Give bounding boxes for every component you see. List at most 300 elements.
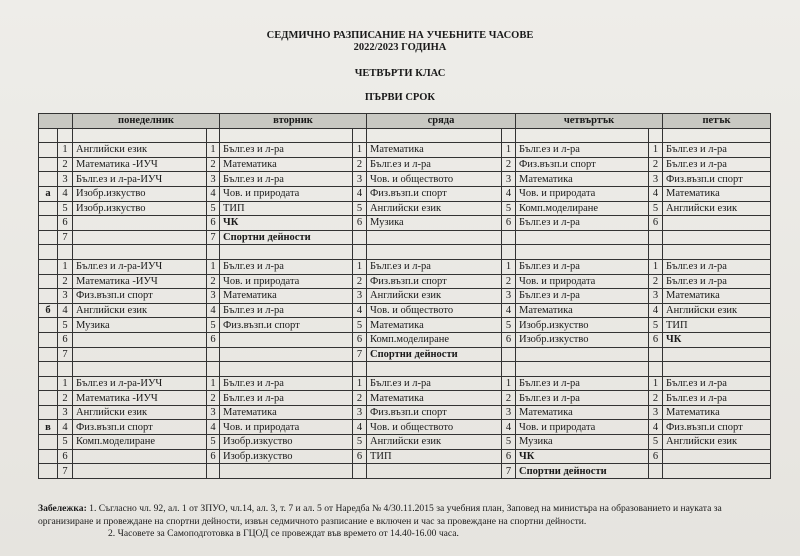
lesson-number: 2 <box>353 274 367 289</box>
subject-cell: Физ.възп.и спорт <box>73 420 207 435</box>
subject-cell: Бълг.ез и л-ра <box>220 391 353 406</box>
lesson-number: 4 <box>353 186 367 201</box>
lesson-number <box>649 347 663 362</box>
subject-cell: ЧК <box>220 216 353 231</box>
subject-cell: Изобр.изкуство <box>220 435 353 450</box>
subject-cell: Бълг.ез и л-ра <box>367 376 502 391</box>
title-block <box>0 30 800 54</box>
lesson-number: 5 <box>58 318 73 333</box>
lesson-row <box>39 259 771 274</box>
lesson-number: 5 <box>649 435 663 450</box>
lesson-row <box>39 230 771 245</box>
subject-cell: Английски език <box>73 303 207 318</box>
class-section-label <box>39 391 58 406</box>
class-section-label <box>39 201 58 216</box>
subject-cell: Математика -ИУЧ <box>73 157 207 172</box>
empty-cell <box>353 245 367 260</box>
lesson-row <box>39 143 771 158</box>
empty-cell <box>663 128 771 143</box>
lesson-number: 1 <box>353 259 367 274</box>
class-section-label <box>39 157 58 172</box>
subject-cell: Бълг.ез и л-ра <box>516 143 649 158</box>
subject-cell: Бълг.ез и л-ра <box>663 143 771 158</box>
school-year: 2022/2023 ГОДИНА <box>353 42 447 53</box>
lesson-number: 6 <box>649 449 663 464</box>
class-section-label <box>39 435 58 450</box>
lesson-number: 6 <box>58 216 73 231</box>
empty-cell <box>502 362 516 377</box>
subject-cell: Чов. и природата <box>220 420 353 435</box>
lesson-number: 1 <box>502 259 516 274</box>
lesson-number: 5 <box>353 435 367 450</box>
subject-cell: Чов. и природата <box>220 186 353 201</box>
footnote-line-1 <box>38 503 778 528</box>
class-section-label <box>39 289 58 304</box>
grade-label: ЧЕТВЪРТИ КЛАС <box>354 68 446 79</box>
subject-cell: Изобр.изкуство <box>516 318 649 333</box>
lesson-row <box>39 201 771 216</box>
lesson-number: 3 <box>353 289 367 304</box>
lesson-number <box>207 464 220 479</box>
lesson-number: 4 <box>649 303 663 318</box>
subject-cell <box>367 464 502 479</box>
lesson-number: 2 <box>58 391 73 406</box>
lesson-number: 1 <box>207 259 220 274</box>
subject-cell <box>73 449 207 464</box>
empty-cell <box>353 128 367 143</box>
lesson-number: 2 <box>502 391 516 406</box>
lesson-number: 4 <box>502 303 516 318</box>
lesson-number: 1 <box>649 259 663 274</box>
subject-cell <box>663 230 771 245</box>
lesson-number: 4 <box>58 420 73 435</box>
subject-cell: Математика <box>516 172 649 187</box>
lesson-number: 3 <box>207 405 220 420</box>
lesson-number: 1 <box>207 143 220 158</box>
subject-cell: Английски език <box>367 201 502 216</box>
lesson-row <box>39 347 771 362</box>
empty-cell <box>516 245 649 260</box>
subject-cell: Физ.възп.и спорт <box>663 420 771 435</box>
subject-cell: Изобр.изкуство <box>516 332 649 347</box>
empty-cell <box>516 362 649 377</box>
lesson-number: 5 <box>502 318 516 333</box>
day-header-row <box>39 114 771 129</box>
day-header: вторник <box>220 114 367 129</box>
lesson-number: 3 <box>58 289 73 304</box>
lesson-number: 5 <box>207 201 220 216</box>
lesson-number <box>353 230 367 245</box>
subject-cell: Комп.моделиране <box>73 435 207 450</box>
lesson-number: 1 <box>649 143 663 158</box>
empty-cell <box>367 128 502 143</box>
subject-cell: Английски език <box>367 289 502 304</box>
class-section-label <box>39 274 58 289</box>
lesson-number: 6 <box>649 216 663 231</box>
section-separator <box>39 245 771 260</box>
subject-cell: Математика <box>220 289 353 304</box>
lesson-number <box>649 464 663 479</box>
subject-cell: Английски език <box>663 435 771 450</box>
class-section-label <box>39 332 58 347</box>
lesson-number: 4 <box>58 186 73 201</box>
lesson-number: 4 <box>649 186 663 201</box>
subject-cell: Бълг.ез и л-ра-ИУЧ <box>73 172 207 187</box>
subject-cell: ЧК <box>516 449 649 464</box>
lesson-number: 4 <box>58 303 73 318</box>
subject-cell: Бълг.ез и л-ра <box>367 157 502 172</box>
lesson-number <box>502 347 516 362</box>
class-section-label <box>39 449 58 464</box>
lesson-number: 3 <box>502 405 516 420</box>
subject-cell <box>220 347 353 362</box>
subject-cell <box>663 449 771 464</box>
subject-cell: Бълг.ез и л-ра <box>516 376 649 391</box>
lesson-number: 4 <box>207 186 220 201</box>
lesson-number: 2 <box>207 391 220 406</box>
subject-cell: Физ.възп.и спорт <box>367 405 502 420</box>
lesson-number: 2 <box>649 157 663 172</box>
lesson-number: 3 <box>502 289 516 304</box>
lesson-number: 4 <box>502 186 516 201</box>
empty-cell <box>58 245 73 260</box>
lesson-number: 2 <box>58 274 73 289</box>
lesson-number: 3 <box>353 405 367 420</box>
lesson-number: 1 <box>353 376 367 391</box>
class-section-label <box>39 143 58 158</box>
subject-cell: Чов. и природата <box>220 274 353 289</box>
subject-cell: Изобр.изкуство <box>220 449 353 464</box>
subject-cell: Математика <box>663 405 771 420</box>
lesson-number: 5 <box>649 318 663 333</box>
subject-cell: Математика <box>663 186 771 201</box>
subject-cell: Английски език <box>367 435 502 450</box>
lesson-number: 7 <box>207 230 220 245</box>
lesson-row <box>39 318 771 333</box>
lesson-number: 6 <box>502 216 516 231</box>
subject-cell <box>663 216 771 231</box>
empty-cell <box>367 245 502 260</box>
subject-cell: Математика -ИУЧ <box>73 391 207 406</box>
empty-cell <box>39 128 58 143</box>
empty-cell <box>39 362 58 377</box>
lesson-number: 7 <box>58 230 73 245</box>
subject-cell: Бълг.ез и л-ра <box>663 157 771 172</box>
lesson-row <box>39 274 771 289</box>
lesson-row <box>39 157 771 172</box>
footnote-line-2: 2. Часовете за Самоподготовка в ГЦОД се провеждат във времето от 14.40-16.00 часа. <box>108 528 459 539</box>
lesson-number: 5 <box>353 318 367 333</box>
lesson-number: 3 <box>58 172 73 187</box>
empty-cell <box>207 128 220 143</box>
subject-cell: Комп.моделиране <box>516 201 649 216</box>
subject-cell: Бълг.ез и л-ра-ИУЧ <box>73 259 207 274</box>
lesson-number: 2 <box>649 391 663 406</box>
subject-cell: Бълг.ез и л-ра <box>516 216 649 231</box>
header-corner <box>39 114 73 129</box>
subject-cell: Бълг.ез и л-ра-ИУЧ <box>73 376 207 391</box>
subject-cell: Физ.възп.и спорт <box>367 274 502 289</box>
lesson-row <box>39 303 771 318</box>
empty-cell <box>39 245 58 260</box>
subject-cell: Музика <box>73 318 207 333</box>
lesson-number <box>207 347 220 362</box>
empty-cell <box>516 128 649 143</box>
subject-cell: Спортни дейности <box>367 347 502 362</box>
subject-cell <box>516 230 649 245</box>
day-header: четвъртък <box>516 114 663 129</box>
lesson-number: 4 <box>207 303 220 318</box>
lesson-row <box>39 449 771 464</box>
footnote <box>38 503 778 541</box>
lesson-number: 6 <box>649 332 663 347</box>
lesson-number: 6 <box>207 216 220 231</box>
empty-cell <box>73 128 207 143</box>
lesson-number <box>353 464 367 479</box>
schedule-table <box>38 113 771 479</box>
subject-cell <box>73 347 207 362</box>
empty-cell <box>353 362 367 377</box>
subject-cell: Чов. и обществото <box>367 303 502 318</box>
subject-cell: Изобр.изкуство <box>73 201 207 216</box>
lesson-number: 1 <box>58 259 73 274</box>
lesson-number: 7 <box>58 464 73 479</box>
subject-cell: Бълг.ез и л-ра <box>516 289 649 304</box>
subject-cell: Чов. и природата <box>516 274 649 289</box>
class-section-label <box>39 347 58 362</box>
empty-cell <box>220 362 353 377</box>
lesson-number: 1 <box>649 376 663 391</box>
subject-cell: Математика <box>367 143 502 158</box>
lesson-number: 5 <box>353 201 367 216</box>
subject-cell <box>367 230 502 245</box>
empty-cell <box>73 245 207 260</box>
subject-cell: Математика <box>663 289 771 304</box>
subject-cell: Бълг.ез и л-ра <box>367 259 502 274</box>
lesson-row <box>39 289 771 304</box>
lesson-number: 2 <box>207 274 220 289</box>
lesson-number: 1 <box>58 376 73 391</box>
subject-cell: Музика <box>367 216 502 231</box>
subject-cell: Физ.възп.и спорт <box>73 289 207 304</box>
subject-cell: Бълг.ез и л-ра <box>516 391 649 406</box>
subject-cell: Английски език <box>73 405 207 420</box>
day-header: понеделник <box>73 114 220 129</box>
lesson-number: 5 <box>649 201 663 216</box>
subject-cell <box>73 464 207 479</box>
lesson-number: 3 <box>58 405 73 420</box>
lesson-number: 6 <box>353 332 367 347</box>
subject-cell: ТИП <box>663 318 771 333</box>
lesson-number: 3 <box>207 172 220 187</box>
subject-cell: Бълг.ез и л-ра <box>220 303 353 318</box>
subject-cell: Чов. и природата <box>516 420 649 435</box>
subject-cell: Бълг.ез и л-ра <box>663 391 771 406</box>
empty-cell <box>663 362 771 377</box>
subject-cell: Бълг.ез и л-ра <box>220 143 353 158</box>
lesson-row <box>39 391 771 406</box>
lesson-number: 2 <box>207 157 220 172</box>
empty-cell <box>649 362 663 377</box>
subject-cell: Бълг.ез и л-ра <box>663 376 771 391</box>
lesson-number: 3 <box>649 289 663 304</box>
class-section-label <box>39 464 58 479</box>
lesson-number: 5 <box>207 318 220 333</box>
class-section-label <box>39 230 58 245</box>
lesson-number: 2 <box>502 157 516 172</box>
empty-cell <box>207 362 220 377</box>
lesson-number: 2 <box>502 274 516 289</box>
empty-cell <box>220 128 353 143</box>
lesson-number: 4 <box>353 303 367 318</box>
lesson-row <box>39 332 771 347</box>
subject-cell <box>663 464 771 479</box>
subject-cell: Музика <box>516 435 649 450</box>
lesson-number: 4 <box>207 420 220 435</box>
subject-cell: Английски език <box>73 143 207 158</box>
lesson-row <box>39 172 771 187</box>
subject-cell <box>73 216 207 231</box>
lesson-number: 5 <box>502 201 516 216</box>
class-section-label <box>39 172 58 187</box>
class-section-label <box>39 259 58 274</box>
subject-cell: Чов. и обществото <box>367 172 502 187</box>
subject-cell: Физ.възп.и спорт <box>220 318 353 333</box>
lesson-number: 7 <box>58 347 73 362</box>
lesson-number: 1 <box>502 376 516 391</box>
term-label: ПЪРВИ СРОК <box>364 92 436 103</box>
lesson-number: 6 <box>58 332 73 347</box>
subject-cell: Чов. и обществото <box>367 420 502 435</box>
subject-cell: ЧК <box>663 332 771 347</box>
subject-cell <box>220 332 353 347</box>
empty-cell <box>367 362 502 377</box>
class-section-label: б <box>39 303 58 318</box>
lesson-number: 3 <box>649 405 663 420</box>
lesson-number: 2 <box>353 391 367 406</box>
subject-cell: Математика <box>220 157 353 172</box>
lesson-row <box>39 186 771 201</box>
lesson-number: 6 <box>502 449 516 464</box>
lesson-number: 7 <box>353 347 367 362</box>
subject-cell <box>73 332 207 347</box>
lesson-number: 6 <box>502 332 516 347</box>
subject-cell: Физ.възп.и спорт <box>367 186 502 201</box>
lesson-number: 6 <box>353 449 367 464</box>
subject-cell: Английски език <box>663 303 771 318</box>
class-section-label <box>39 216 58 231</box>
subject-cell: Бълг.ез и л-ра <box>220 376 353 391</box>
subject-cell <box>516 347 649 362</box>
empty-cell <box>73 362 207 377</box>
subject-cell: Чов. и природата <box>516 186 649 201</box>
lesson-number: 2 <box>649 274 663 289</box>
day-header: сряда <box>367 114 516 129</box>
subject-cell: Математика <box>367 391 502 406</box>
lesson-number: 4 <box>649 420 663 435</box>
empty-cell <box>58 362 73 377</box>
subject-cell: Бълг.ез и л-ра <box>516 259 649 274</box>
lesson-number: 6 <box>58 449 73 464</box>
lesson-number: 5 <box>58 435 73 450</box>
empty-cell <box>649 245 663 260</box>
subject-cell: Бълг.ез и л-ра <box>220 172 353 187</box>
lesson-number: 3 <box>649 172 663 187</box>
page-title: СЕДМИЧНО РАЗПИСАНИЕ НА УЧЕБНИТЕ ЧАСОВЕ <box>266 30 534 41</box>
empty-cell <box>663 245 771 260</box>
lesson-number: 4 <box>502 420 516 435</box>
lesson-number <box>649 230 663 245</box>
lesson-number: 3 <box>207 289 220 304</box>
subject-cell <box>220 464 353 479</box>
day-header: петък <box>663 114 771 129</box>
subject-cell: Физ.възп.и спорт <box>516 157 649 172</box>
lesson-number: 1 <box>58 143 73 158</box>
empty-cell <box>502 245 516 260</box>
lesson-row <box>39 420 771 435</box>
footnote-text-1: 1. Съгласно чл. 92, ал. 1 от ЗПУО, чл.14, ал. 3, т. 7 и ал. 5 от Наредба № 4/30.11.2015 за учебния план, Заповед на министъра на образованието и науката за организиране и провеждане на спортни дейности, извън седмичното разписание е включен и час за провеждане на спортни дейности. <box>38 503 722 527</box>
subject-cell: Математика <box>516 303 649 318</box>
empty-cell <box>502 128 516 143</box>
lesson-number <box>502 230 516 245</box>
subject-cell: Комп.моделиране <box>367 332 502 347</box>
section-separator <box>39 362 771 377</box>
subject-cell: Бълг.ез и л-ра <box>663 274 771 289</box>
class-section-label <box>39 405 58 420</box>
lesson-number: 6 <box>207 332 220 347</box>
lesson-number: 6 <box>207 449 220 464</box>
lesson-number: 7 <box>502 464 516 479</box>
subject-cell: Математика -ИУЧ <box>73 274 207 289</box>
lesson-number: 5 <box>207 435 220 450</box>
lesson-row <box>39 435 771 450</box>
lesson-number: 1 <box>502 143 516 158</box>
class-section-label <box>39 318 58 333</box>
empty-cell <box>649 128 663 143</box>
class-section-label: в <box>39 420 58 435</box>
lesson-number: 3 <box>502 172 516 187</box>
lesson-number: 3 <box>353 172 367 187</box>
lesson-number: 2 <box>58 157 73 172</box>
section-separator <box>39 128 771 143</box>
subject-cell <box>663 347 771 362</box>
subject-cell: Спортни дейности <box>220 230 353 245</box>
lesson-row <box>39 216 771 231</box>
subject-cell: Математика <box>516 405 649 420</box>
footnote-label: Забележка: <box>38 503 87 514</box>
lesson-number: 6 <box>353 216 367 231</box>
empty-cell <box>58 128 73 143</box>
lesson-number: 4 <box>353 420 367 435</box>
subject-cell: Математика <box>367 318 502 333</box>
class-section-label: а <box>39 186 58 201</box>
subject-cell: Бълг.ез и л-ра <box>663 259 771 274</box>
lesson-number: 1 <box>353 143 367 158</box>
lesson-number: 5 <box>58 201 73 216</box>
lesson-number: 1 <box>207 376 220 391</box>
subject-cell: Математика <box>220 405 353 420</box>
subject-cell: Английски език <box>663 201 771 216</box>
lesson-row <box>39 464 771 479</box>
empty-cell <box>220 245 353 260</box>
subject-cell: Изобр.изкуство <box>73 186 207 201</box>
lesson-number: 5 <box>502 435 516 450</box>
subject-cell: Спортни дейности <box>516 464 649 479</box>
subject-cell: Физ.възп.и спорт <box>663 172 771 187</box>
subject-cell: Бълг.ез и л-ра <box>220 259 353 274</box>
lesson-row <box>39 405 771 420</box>
subject-cell: ТИП <box>220 201 353 216</box>
